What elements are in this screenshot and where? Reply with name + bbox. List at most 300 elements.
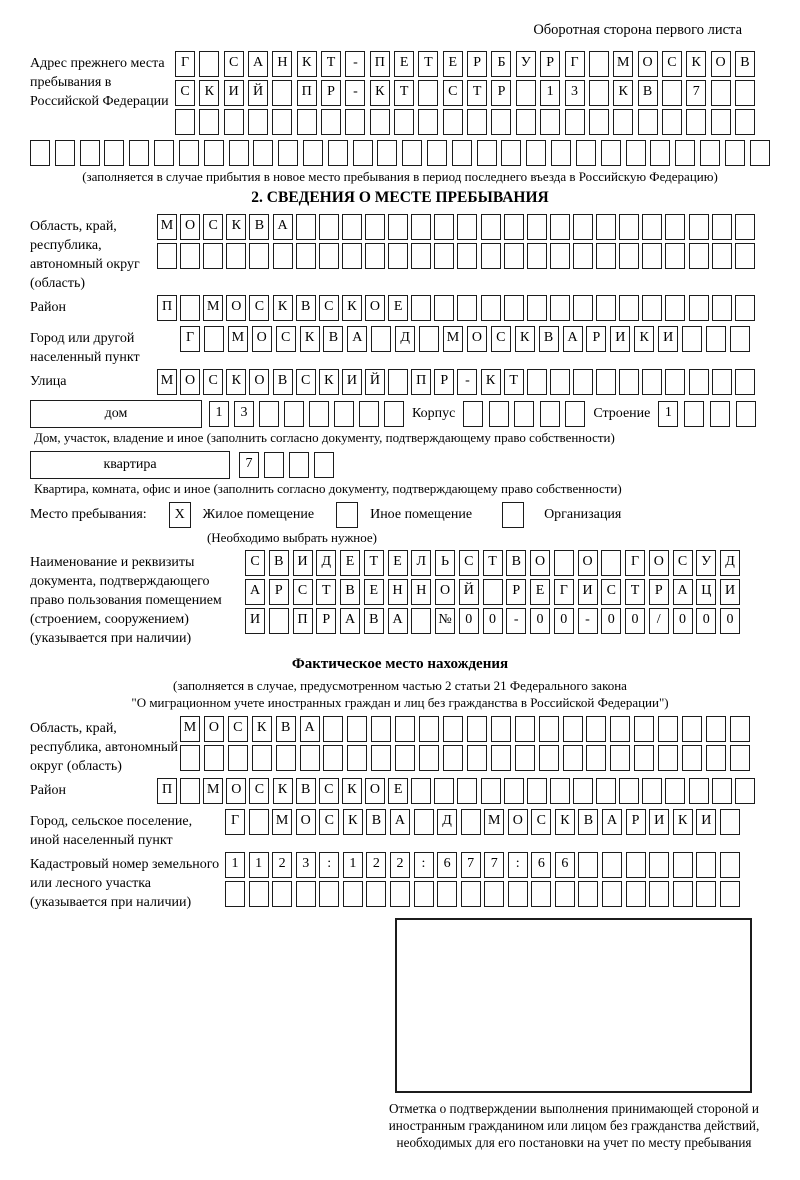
char-cell[interactable]: [443, 716, 463, 742]
char-cell[interactable]: [602, 881, 622, 907]
char-cell[interactable]: [730, 745, 750, 771]
char-cell[interactable]: Г: [175, 51, 195, 77]
char-cell[interactable]: [712, 214, 732, 240]
char-cell[interactable]: [411, 608, 431, 634]
char-cell[interactable]: [249, 243, 269, 269]
char-cell[interactable]: О: [365, 295, 385, 321]
char-cell[interactable]: [481, 778, 501, 804]
char-cell[interactable]: [601, 550, 621, 576]
char-cell[interactable]: В: [638, 80, 658, 106]
checkbox-other-premises[interactable]: [336, 502, 358, 528]
char-cell[interactable]: Р: [434, 369, 454, 395]
char-cell[interactable]: [272, 881, 292, 907]
char-cell[interactable]: [573, 214, 593, 240]
char-cell[interactable]: О: [180, 214, 200, 240]
char-cell[interactable]: [662, 80, 682, 106]
char-cell[interactable]: [248, 109, 268, 135]
char-cell[interactable]: С: [249, 295, 269, 321]
char-cell[interactable]: О: [649, 550, 669, 576]
char-cell[interactable]: [565, 401, 585, 427]
char-cell[interactable]: О: [249, 369, 269, 395]
char-cell[interactable]: 1: [658, 401, 678, 427]
char-cell[interactable]: [555, 881, 575, 907]
char-cell[interactable]: В: [296, 778, 316, 804]
char-cell[interactable]: [596, 214, 616, 240]
char-cell[interactable]: [684, 401, 704, 427]
char-cell[interactable]: Т: [394, 80, 414, 106]
char-cell[interactable]: [434, 214, 454, 240]
char-cell[interactable]: [673, 881, 693, 907]
char-cell[interactable]: [665, 295, 685, 321]
char-cell[interactable]: С: [276, 326, 296, 352]
char-cell[interactable]: [199, 109, 219, 135]
char-cell[interactable]: М: [180, 716, 200, 742]
char-cell[interactable]: [736, 401, 756, 427]
char-cell[interactable]: [573, 295, 593, 321]
char-cell[interactable]: -: [578, 608, 598, 634]
char-cell[interactable]: [55, 140, 75, 166]
char-cell[interactable]: С: [203, 369, 223, 395]
char-cell[interactable]: [371, 716, 391, 742]
char-cell[interactable]: [711, 109, 731, 135]
char-cell[interactable]: [516, 109, 536, 135]
char-cell[interactable]: [489, 401, 509, 427]
char-cell[interactable]: [228, 745, 248, 771]
char-cell[interactable]: [589, 51, 609, 77]
char-cell[interactable]: [411, 214, 431, 240]
char-cell[interactable]: [730, 716, 750, 742]
char-cell[interactable]: А: [245, 579, 265, 605]
char-cell[interactable]: Е: [340, 550, 360, 576]
char-cell[interactable]: С: [319, 295, 339, 321]
char-cell[interactable]: [642, 214, 662, 240]
char-cell[interactable]: [689, 369, 709, 395]
char-cell[interactable]: [527, 295, 547, 321]
char-cell[interactable]: [673, 852, 693, 878]
char-cell[interactable]: [388, 369, 408, 395]
char-cell[interactable]: К: [297, 51, 317, 77]
char-cell[interactable]: [725, 140, 745, 166]
char-cell[interactable]: [249, 881, 269, 907]
char-cell[interactable]: [504, 214, 524, 240]
char-cell[interactable]: К: [273, 295, 293, 321]
char-cell[interactable]: [204, 140, 224, 166]
char-cell[interactable]: Т: [316, 579, 336, 605]
char-cell[interactable]: [419, 716, 439, 742]
char-cell[interactable]: [289, 452, 309, 478]
char-cell[interactable]: В: [506, 550, 526, 576]
char-cell[interactable]: 0: [720, 608, 740, 634]
char-cell[interactable]: [371, 745, 391, 771]
char-cell[interactable]: [443, 109, 463, 135]
char-cell[interactable]: Р: [586, 326, 606, 352]
char-cell[interactable]: [578, 881, 598, 907]
checkbox-organization[interactable]: [502, 502, 524, 528]
char-cell[interactable]: В: [364, 608, 384, 634]
char-cell[interactable]: К: [273, 778, 293, 804]
char-cell[interactable]: №: [435, 608, 455, 634]
char-cell[interactable]: В: [539, 326, 559, 352]
char-cell[interactable]: Г: [180, 326, 200, 352]
char-cell[interactable]: П: [297, 80, 317, 106]
char-cell[interactable]: :: [414, 852, 434, 878]
char-cell[interactable]: [371, 326, 391, 352]
char-cell[interactable]: А: [673, 579, 693, 605]
char-cell[interactable]: К: [515, 326, 535, 352]
char-cell[interactable]: К: [226, 214, 246, 240]
char-cell[interactable]: [328, 140, 348, 166]
char-cell[interactable]: [602, 852, 622, 878]
char-cell[interactable]: Т: [625, 579, 645, 605]
char-cell[interactable]: 3: [234, 401, 254, 427]
char-cell[interactable]: [689, 778, 709, 804]
char-cell[interactable]: [550, 214, 570, 240]
char-cell[interactable]: В: [269, 550, 289, 576]
char-cell[interactable]: [104, 140, 124, 166]
char-cell[interactable]: [314, 452, 334, 478]
char-cell[interactable]: Т: [418, 51, 438, 77]
char-cell[interactable]: О: [435, 579, 455, 605]
char-cell[interactable]: 3: [296, 852, 316, 878]
char-cell[interactable]: О: [204, 716, 224, 742]
char-cell[interactable]: С: [319, 778, 339, 804]
char-cell[interactable]: К: [199, 80, 219, 106]
char-cell[interactable]: [434, 243, 454, 269]
char-cell[interactable]: [610, 745, 630, 771]
char-cell[interactable]: [323, 745, 343, 771]
char-cell[interactable]: А: [273, 214, 293, 240]
char-cell[interactable]: [394, 109, 414, 135]
char-cell[interactable]: С: [673, 550, 693, 576]
char-cell[interactable]: [516, 80, 536, 106]
char-cell[interactable]: [179, 140, 199, 166]
char-cell[interactable]: 1: [343, 852, 363, 878]
char-cell[interactable]: [321, 109, 341, 135]
char-cell[interactable]: К: [634, 326, 654, 352]
char-cell[interactable]: К: [686, 51, 706, 77]
char-cell[interactable]: М: [443, 326, 463, 352]
char-cell[interactable]: [370, 109, 390, 135]
char-cell[interactable]: Р: [506, 579, 526, 605]
char-cell[interactable]: И: [342, 369, 362, 395]
char-cell[interactable]: [735, 214, 755, 240]
char-cell[interactable]: Р: [467, 51, 487, 77]
char-cell[interactable]: [411, 778, 431, 804]
char-cell[interactable]: И: [293, 550, 313, 576]
char-cell[interactable]: [700, 140, 720, 166]
char-cell[interactable]: [154, 140, 174, 166]
char-cell[interactable]: [576, 140, 596, 166]
char-cell[interactable]: [504, 295, 524, 321]
char-cell[interactable]: [750, 140, 770, 166]
char-cell[interactable]: 0: [459, 608, 479, 634]
char-cell[interactable]: О: [226, 778, 246, 804]
char-cell[interactable]: [563, 716, 583, 742]
char-cell[interactable]: 1: [225, 852, 245, 878]
char-cell[interactable]: [550, 243, 570, 269]
char-cell[interactable]: С: [319, 809, 339, 835]
char-cell[interactable]: [30, 140, 50, 166]
char-cell[interactable]: [319, 881, 339, 907]
char-cell[interactable]: [419, 745, 439, 771]
char-cell[interactable]: [712, 243, 732, 269]
char-cell[interactable]: [720, 852, 740, 878]
char-cell[interactable]: [501, 140, 521, 166]
char-cell[interactable]: [457, 243, 477, 269]
char-cell[interactable]: [390, 881, 410, 907]
char-cell[interactable]: [300, 745, 320, 771]
char-cell[interactable]: [596, 243, 616, 269]
char-cell[interactable]: [414, 881, 434, 907]
char-cell[interactable]: [342, 243, 362, 269]
char-cell[interactable]: 2: [390, 852, 410, 878]
char-cell[interactable]: [539, 745, 559, 771]
char-cell[interactable]: [504, 243, 524, 269]
char-cell[interactable]: С: [293, 579, 313, 605]
char-cell[interactable]: [463, 401, 483, 427]
char-cell[interactable]: [272, 109, 292, 135]
char-cell[interactable]: Д: [316, 550, 336, 576]
char-cell[interactable]: Н: [411, 579, 431, 605]
char-cell[interactable]: С: [245, 550, 265, 576]
char-cell[interactable]: А: [300, 716, 320, 742]
char-cell[interactable]: [658, 716, 678, 742]
char-cell[interactable]: [284, 401, 304, 427]
char-cell[interactable]: [515, 716, 535, 742]
char-cell[interactable]: [297, 109, 317, 135]
char-cell[interactable]: К: [481, 369, 501, 395]
char-cell[interactable]: С: [249, 778, 269, 804]
char-cell[interactable]: К: [613, 80, 633, 106]
char-cell[interactable]: [682, 745, 702, 771]
char-cell[interactable]: [658, 745, 678, 771]
char-cell[interactable]: [377, 140, 397, 166]
char-cell[interactable]: [157, 243, 177, 269]
char-cell[interactable]: [650, 140, 670, 166]
char-cell[interactable]: О: [365, 778, 385, 804]
char-cell[interactable]: К: [555, 809, 575, 835]
char-cell[interactable]: [613, 109, 633, 135]
char-cell[interactable]: [531, 881, 551, 907]
char-cell[interactable]: [129, 140, 149, 166]
char-cell[interactable]: С: [491, 326, 511, 352]
char-cell[interactable]: [402, 140, 422, 166]
char-cell[interactable]: [527, 778, 547, 804]
char-cell[interactable]: [508, 881, 528, 907]
char-cell[interactable]: [634, 716, 654, 742]
char-cell[interactable]: [551, 140, 571, 166]
char-cell[interactable]: И: [696, 809, 716, 835]
char-cell[interactable]: [596, 369, 616, 395]
char-cell[interactable]: Н: [272, 51, 292, 77]
char-cell[interactable]: 1: [209, 401, 229, 427]
char-cell[interactable]: [395, 716, 415, 742]
char-cell[interactable]: [696, 852, 716, 878]
char-cell[interactable]: [319, 243, 339, 269]
char-cell[interactable]: Е: [394, 51, 414, 77]
char-cell[interactable]: С: [175, 80, 195, 106]
char-cell[interactable]: [334, 401, 354, 427]
char-cell[interactable]: [481, 295, 501, 321]
char-cell[interactable]: [467, 716, 487, 742]
char-cell[interactable]: И: [245, 608, 265, 634]
char-cell[interactable]: [596, 295, 616, 321]
char-cell[interactable]: [443, 745, 463, 771]
char-cell[interactable]: О: [530, 550, 550, 576]
char-cell[interactable]: И: [720, 579, 740, 605]
char-cell[interactable]: [665, 369, 685, 395]
char-cell[interactable]: Д: [720, 550, 740, 576]
char-cell[interactable]: О: [226, 295, 246, 321]
char-cell[interactable]: О: [508, 809, 528, 835]
char-cell[interactable]: [437, 881, 457, 907]
char-cell[interactable]: П: [157, 778, 177, 804]
char-cell[interactable]: [483, 579, 503, 605]
char-cell[interactable]: М: [157, 369, 177, 395]
char-cell[interactable]: [642, 295, 662, 321]
char-cell[interactable]: Е: [388, 550, 408, 576]
char-cell[interactable]: [303, 140, 323, 166]
char-cell[interactable]: Й: [459, 579, 479, 605]
char-cell[interactable]: [626, 852, 646, 878]
char-cell[interactable]: П: [370, 51, 390, 77]
char-cell[interactable]: А: [340, 608, 360, 634]
char-cell[interactable]: В: [249, 214, 269, 240]
char-cell[interactable]: Б: [491, 51, 511, 77]
char-cell[interactable]: [526, 140, 546, 166]
char-cell[interactable]: К: [343, 809, 363, 835]
char-cell[interactable]: 7: [461, 852, 481, 878]
char-cell[interactable]: [720, 809, 740, 835]
char-cell[interactable]: О: [296, 809, 316, 835]
char-cell[interactable]: Г: [225, 809, 245, 835]
char-cell[interactable]: О: [711, 51, 731, 77]
char-cell[interactable]: [427, 140, 447, 166]
char-cell[interactable]: Е: [364, 579, 384, 605]
char-cell[interactable]: [619, 369, 639, 395]
char-cell[interactable]: Т: [364, 550, 384, 576]
char-cell[interactable]: [665, 778, 685, 804]
char-cell[interactable]: [573, 369, 593, 395]
char-cell[interactable]: Й: [365, 369, 385, 395]
char-cell[interactable]: [642, 778, 662, 804]
char-cell[interactable]: [735, 80, 755, 106]
char-cell[interactable]: К: [252, 716, 272, 742]
char-cell[interactable]: [712, 778, 732, 804]
char-cell[interactable]: [252, 745, 272, 771]
char-cell[interactable]: 3: [565, 80, 585, 106]
char-cell[interactable]: [712, 369, 732, 395]
char-cell[interactable]: С: [459, 550, 479, 576]
char-cell[interactable]: 0: [696, 608, 716, 634]
char-cell[interactable]: [461, 809, 481, 835]
char-cell[interactable]: Р: [540, 51, 560, 77]
char-cell[interactable]: -: [345, 51, 365, 77]
char-cell[interactable]: Р: [626, 809, 646, 835]
char-cell[interactable]: [452, 140, 472, 166]
char-cell[interactable]: [384, 401, 404, 427]
char-cell[interactable]: [180, 778, 200, 804]
char-cell[interactable]: [589, 80, 609, 106]
char-cell[interactable]: [467, 745, 487, 771]
char-cell[interactable]: [434, 778, 454, 804]
char-cell[interactable]: Ь: [435, 550, 455, 576]
char-cell[interactable]: [411, 243, 431, 269]
char-cell[interactable]: [477, 140, 497, 166]
char-cell[interactable]: [319, 214, 339, 240]
char-cell[interactable]: [515, 745, 535, 771]
char-cell[interactable]: В: [340, 579, 360, 605]
char-cell[interactable]: [309, 401, 329, 427]
char-cell[interactable]: [353, 140, 373, 166]
char-cell[interactable]: [573, 778, 593, 804]
char-cell[interactable]: И: [649, 809, 669, 835]
char-cell[interactable]: Е: [388, 778, 408, 804]
char-cell[interactable]: Г: [565, 51, 585, 77]
char-cell[interactable]: [675, 140, 695, 166]
char-cell[interactable]: [345, 109, 365, 135]
char-cell[interactable]: [686, 109, 706, 135]
char-cell[interactable]: Р: [491, 80, 511, 106]
char-cell[interactable]: К: [370, 80, 390, 106]
char-cell[interactable]: [573, 243, 593, 269]
char-cell[interactable]: [269, 608, 289, 634]
char-cell[interactable]: [180, 295, 200, 321]
char-cell[interactable]: [296, 243, 316, 269]
char-cell[interactable]: [434, 295, 454, 321]
char-cell[interactable]: Р: [321, 80, 341, 106]
char-cell[interactable]: [689, 295, 709, 321]
char-cell[interactable]: [706, 745, 726, 771]
char-cell[interactable]: В: [735, 51, 755, 77]
checkbox-residential[interactable]: X: [169, 502, 191, 528]
char-cell[interactable]: [259, 401, 279, 427]
char-cell[interactable]: :: [319, 852, 339, 878]
char-cell[interactable]: [203, 243, 223, 269]
char-cell[interactable]: А: [602, 809, 622, 835]
char-cell[interactable]: [626, 140, 646, 166]
char-cell[interactable]: Т: [321, 51, 341, 77]
char-cell[interactable]: [550, 295, 570, 321]
char-cell[interactable]: [481, 214, 501, 240]
char-cell[interactable]: Й: [248, 80, 268, 106]
char-cell[interactable]: И: [578, 579, 598, 605]
char-cell[interactable]: /: [649, 608, 669, 634]
char-cell[interactable]: П: [411, 369, 431, 395]
char-cell[interactable]: [366, 881, 386, 907]
char-cell[interactable]: [619, 243, 639, 269]
char-cell[interactable]: С: [228, 716, 248, 742]
char-cell[interactable]: [565, 109, 585, 135]
char-cell[interactable]: Р: [269, 579, 289, 605]
char-cell[interactable]: 7: [686, 80, 706, 106]
char-cell[interactable]: [418, 80, 438, 106]
char-cell[interactable]: [365, 214, 385, 240]
char-cell[interactable]: Т: [467, 80, 487, 106]
char-cell[interactable]: [563, 745, 583, 771]
char-cell[interactable]: [596, 778, 616, 804]
char-cell[interactable]: 1: [249, 852, 269, 878]
char-cell[interactable]: -: [506, 608, 526, 634]
char-cell[interactable]: О: [638, 51, 658, 77]
char-cell[interactable]: 0: [530, 608, 550, 634]
char-cell[interactable]: [527, 369, 547, 395]
char-cell[interactable]: К: [673, 809, 693, 835]
char-cell[interactable]: [619, 778, 639, 804]
char-cell[interactable]: [457, 295, 477, 321]
char-cell[interactable]: [419, 326, 439, 352]
char-cell[interactable]: П: [157, 295, 177, 321]
